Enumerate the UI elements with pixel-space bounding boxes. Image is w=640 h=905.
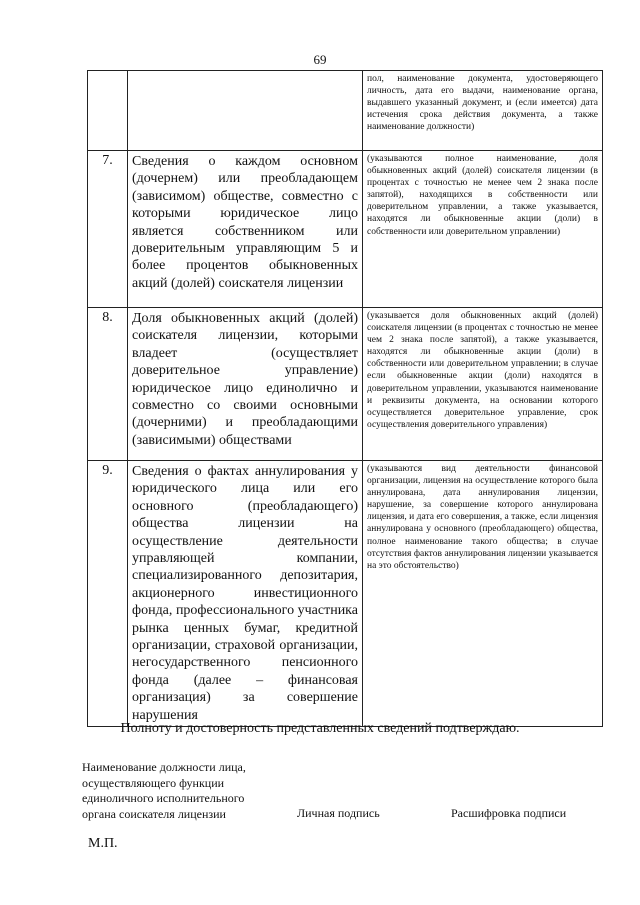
table-row — [88, 151, 603, 308]
personal-signature-label: Личная подпись — [297, 806, 380, 820]
stamp-label: М.П. — [88, 836, 118, 851]
form-table — [87, 70, 603, 727]
row-note: пол, наименование документа, удостоверяющего личность, дата его выдачи, наименование органа, выдавшего указанный документ, и (если имеется) дата истечения срока действия документа, а также наименование должности) — [363, 71, 603, 151]
row-description: Сведения о фактах аннулирования у юридического лица или его основного (преобладающего) общества лицензии на осуществление деятельности управляющей компании, специализированного депозитария, акционерного инвестиционного фонда, профессионального участника рынка ценных бумаг, кредитной организации, страховой организации, негосударственного пенсионного фонда (далее – финансовая организация) за совершение нарушения — [128, 461, 363, 727]
row-description: Доля обыкновенных акций (долей) соискателя лицензии, которыми владеет (осуществляет доверительное управление) юридическое лицо единолично и совместно со своими основными (дочерними) и преобладающими (зависимыми) обществами — [128, 308, 363, 461]
signature-decoding-label: Расшифровка подписи — [451, 806, 567, 820]
table-row — [88, 71, 603, 151]
row-note: (указываются полное наименование, доля обыкновенных акций (долей) соискателя лицензии (в процентах с точностью не менее чем 2 знака после запятой), находящихся в собственности или доверительном управлении, а также указывается, находятся ли обыкновенные акции (доли) в собственности или доверительном управлении) — [363, 151, 603, 308]
row-number: 9. — [88, 461, 128, 727]
row-number: 8. — [88, 308, 128, 461]
table-row — [88, 308, 603, 461]
confirmation-statement: Полноту и достоверность представленных сведений подтверждаю. — [120, 721, 520, 736]
row-number: 7. — [88, 151, 128, 308]
row-description — [128, 71, 363, 151]
page-number: 69 — [313, 52, 327, 67]
table-row — [88, 461, 603, 727]
signatory-role-label: Наименование должности лица, осуществляющего функции единоличного исполнительного органа соискателя лицензии — [82, 760, 246, 821]
row-description: Сведения о каждом основном (дочернем) или преобладающем (зависимом) обществе, совместно с которыми юридическое лицо является собственником или доверительным управляющим 5 и более процентов обыкновенных акций (долей) соискателя лицензии — [128, 151, 363, 308]
row-note: (указывается доля обыкновенных акций (долей) соискателя лицензии (в процентах с точностью не менее чем 2 знака после запятой), а также указывается, находятся ли обыкновенные акции (доли) в собственности или доверительном управлении; в случае если обыкновенные акции (доли) находятся в доверительном управлении, указываются наименование и реквизиты документа, на основании которого осуществляется доверительное управление, срок осуществления доверительного управления) — [363, 308, 603, 461]
row-number — [88, 71, 128, 151]
row-note: (указываются вид деятельности финансовой организации, лицензия на осуществление которого была аннулирована, дата аннулирования лицензии, нарушение, за совершение которого аннулирована лицензия, и дата его совершения, а также, если лицензия аннулирована у основного (преобладающего) общества, полное наименование такого общества; в случае отсутствия фактов аннулирования лицензии указывается на это обстоятельство) — [363, 461, 603, 727]
